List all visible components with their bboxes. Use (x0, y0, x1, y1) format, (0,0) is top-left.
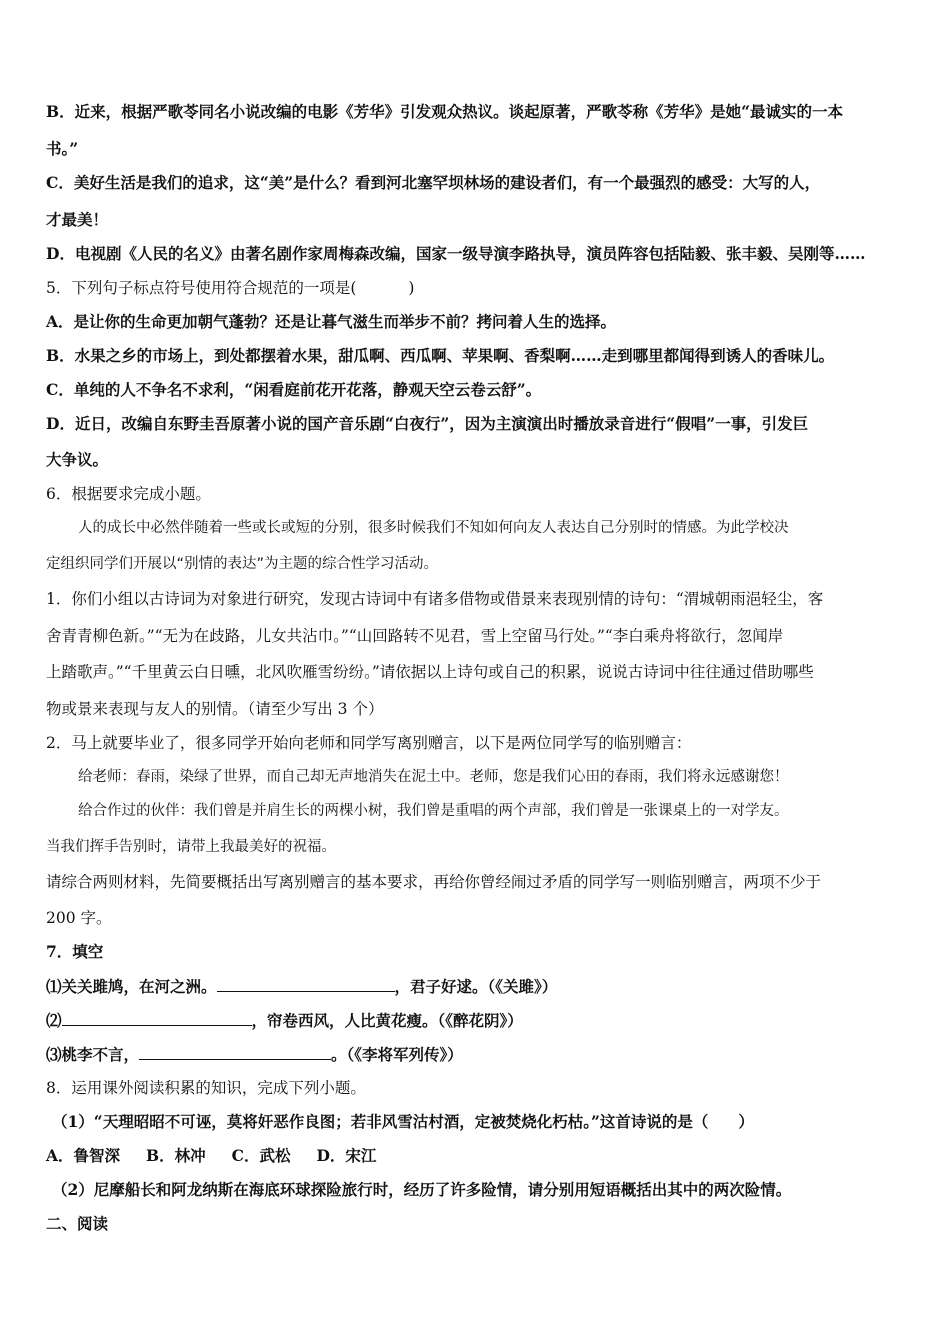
q4-option-d-line1: D．电视剧《人民的名义》由著名剧作家周梅森改编，国家一级导演李路执导，演员阵容包括陆毅、张丰毅、吴刚等…… (46, 244, 866, 263)
q5-option-b: B．水果之乡的市场上，到处都摆着水果，甜瓜啊、西瓜啊、苹果啊、香梨啊……走到哪里都闻得到诱人的香味儿。 (46, 346, 835, 365)
q6-part1-line4: 物或景来表现与友人的别情。（请至少写出 3 个） (46, 700, 384, 718)
q7-item1-blank[interactable] (217, 976, 395, 992)
q8-sub1-close: ） (738, 1112, 754, 1131)
q6-part2-task-line2: 200 字。 (46, 909, 112, 927)
q7-item1-post: ，君子好逑。（《关雎》） (394, 977, 558, 996)
q5-stem-text: 5．下列句子标点符号使用符合规范的一项是( (46, 279, 357, 297)
q5-option-d-line2: 大争议。 (46, 450, 109, 469)
q6-quote-teacher: 给老师：春雨，染绿了世界，而自己却无声地消失在泥土中。老师，您是我们心田的春雨，我们将永远感谢您！ (78, 769, 789, 785)
q4-option-b-line1: B．近来，根据严歌苓同名小说改编的电影《芳华》引发观众热议。谈起原著，严歌苓称《芳华》是她“最诚实的一本 (46, 102, 844, 121)
q7-item2-pre: ⑵ (46, 1011, 62, 1030)
q8-sub2: （2）尼摩船长和阿龙纳斯在海底环球探险旅行时，经历了许多险情，请分别用短语概括出其中的两次险情。 (52, 1180, 792, 1199)
q8-option-c: C．武松 (231, 1146, 291, 1165)
q7-stem: 7．填空 (46, 942, 104, 961)
q6-part2-line1: 2．马上就要毕业了，很多同学开始向老师和同学写离别赠言，以下是两位同学写的临别赠言： (46, 734, 692, 752)
q6-part1-line2: 舍青青柳色新。”“无为在歧路，儿女共沾巾。”“山回路转不见君，雪上空留马行处。”“李白乘舟将欲行，忽闻岸 (46, 627, 784, 645)
q7-item2 (46, 1010, 906, 1031)
q6-part1-line3: 上踏歌声。”“千里黄云白日曛，北风吹雁雪纷纷。”请依据以上诗句或自己的积累，说说古诗词中往往通过借助哪些 (46, 663, 814, 681)
q7-item1 (46, 976, 906, 997)
q5-option-c: C．单纯的人不争名不求利，“闲看庭前花开花落，静观天空云卷云舒”。 (46, 380, 542, 399)
q7-item3-post: 。（《李将军列传》） (331, 1045, 463, 1064)
q6-stem: 6．根据要求完成小题。 (46, 485, 211, 503)
q6-intro-line1: 人的成长中必然伴随着一些或长或短的分别，很多时候我们不知如何向友人表达自己分别时的情感。为此学校决 (78, 520, 789, 536)
q8-option-d: D．宋江 (316, 1146, 377, 1165)
q5-stem-close: ) (408, 279, 415, 297)
q8-option-a: A．鲁智深 (46, 1146, 121, 1165)
q4-option-c-line1: C．美好生活是我们的追求，这“美”是什么？看到河北塞罕坝林场的建设者们，有一个最强烈的感受：大写的人， (46, 173, 821, 192)
q6-quote-partner-line1: 给合作过的伙伴：我们曾是并肩生长的两棵小树，我们曾是重唱的两个声部，我们曾是一张课桌上的一对学友。 (78, 803, 789, 819)
q6-part2-task-line1: 请综合两则材料，先简要概括出写离别赠言的基本要求，再给你曾经闹过矛盾的同学写一则临别赠言，两项不少于 (46, 873, 822, 891)
q8-stem: 8．运用课外阅读积累的知识，完成下列小题。 (46, 1079, 366, 1097)
q8-sub1-text: （1）“天理昭昭不可诬，莫将奸恶作良图；若非风雪沽村酒，定被焚烧化朽枯。”这首诗说的是（ (52, 1112, 709, 1131)
q6-quote-partner-line2: 当我们挥手告别时，请带上我最美好的祝福。 (46, 839, 336, 855)
q8-option-b: B．林冲 (146, 1146, 206, 1165)
q8-sub1 (52, 1112, 906, 1132)
q5-option-a: A．是让你的生命更加朝气蓬勃？还是让暮气滋生而举步不前？拷问着人生的选择。 (46, 312, 617, 331)
q5-stem (46, 278, 906, 298)
q7-item3-pre: ⑶桃李不言， (46, 1045, 140, 1064)
q6-intro-line2: 定组织同学们开展以“别情的表达”为主题的综合性学习活动。 (46, 556, 439, 572)
q4-option-c-line2: 才最美！ (46, 210, 109, 229)
q8-sub1-options (46, 1146, 906, 1166)
q7-item3 (46, 1044, 906, 1065)
q7-item3-blank[interactable] (139, 1044, 331, 1060)
q4-option-b-line2: 书。” (46, 139, 79, 158)
q6-part1-line1: 1．你们小组以古诗词为对象进行研究，发现古诗词中有诸多借物或借景来表现别情的诗句：“渭城朝雨浥轻尘，客 (46, 590, 824, 608)
q7-item2-blank[interactable] (62, 1010, 252, 1026)
section-reading-title: 二、阅读 (46, 1214, 109, 1233)
q7-item2-post: ，帘卷西风，人比黄花瘦。（《醉花阴》） (251, 1011, 523, 1030)
q7-item1-pre: ⑴关关雎鸠，在河之洲。 (46, 977, 217, 996)
q5-option-d-line1: D．近日，改编自东野圭吾原著小说的国产音乐剧“白夜行”，因为主演演出时播放录音进行“假唱”一事，引发巨 (46, 414, 809, 433)
